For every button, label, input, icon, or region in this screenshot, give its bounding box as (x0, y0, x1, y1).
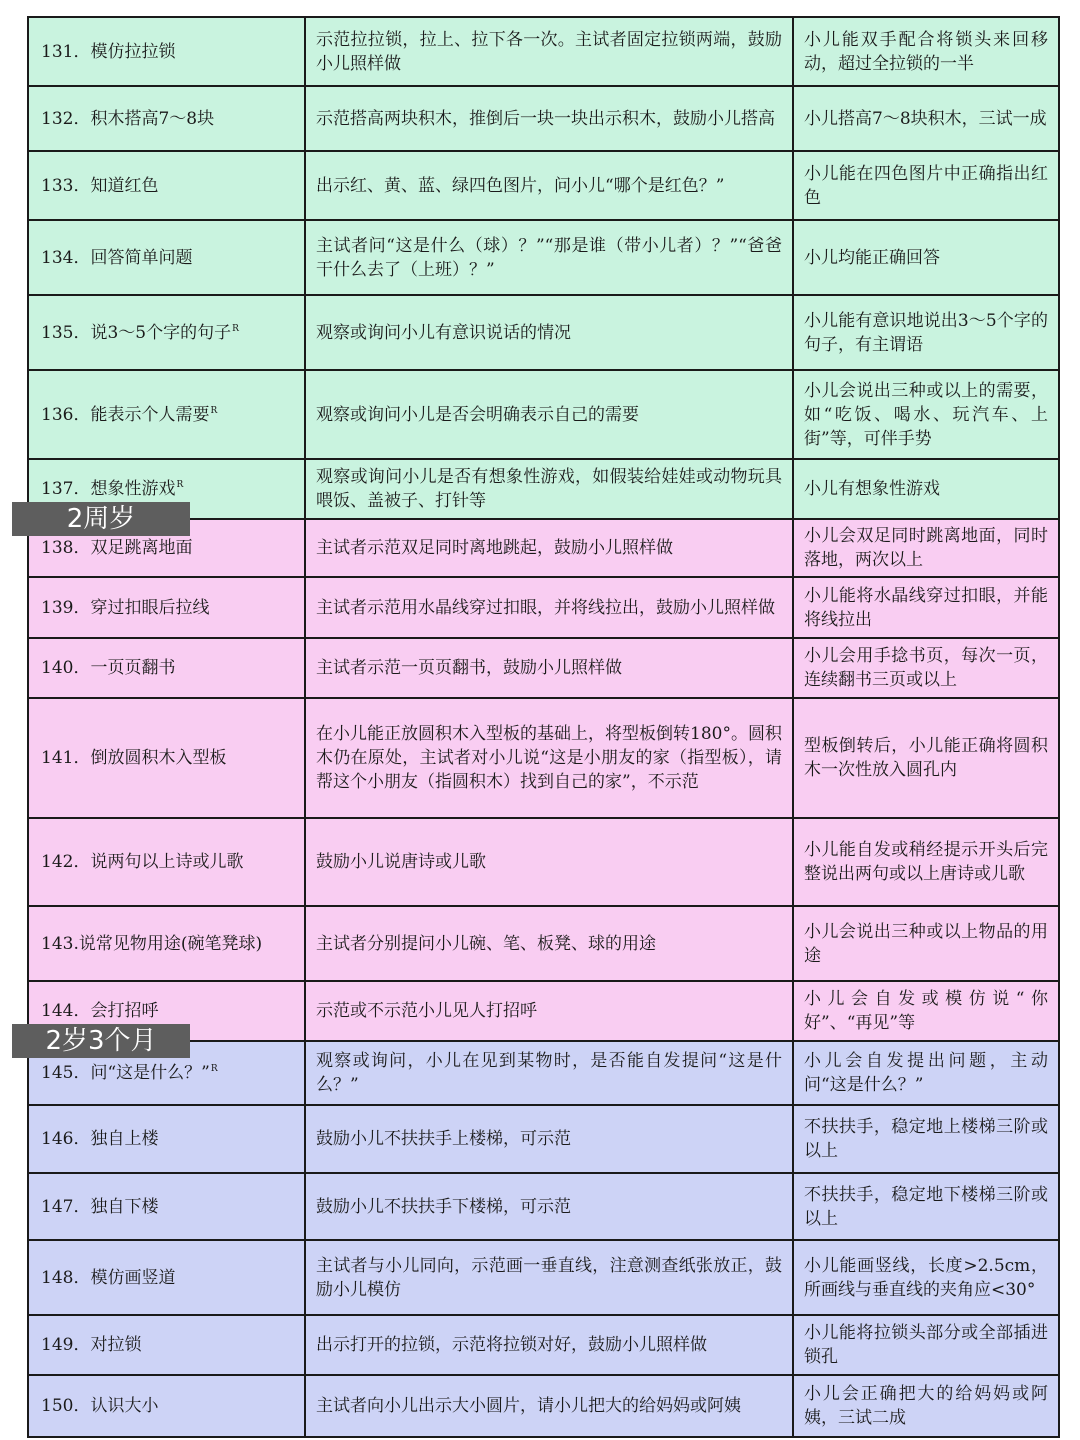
item-cell (28, 1315, 305, 1375)
method-cell: 在小儿能正放圆积木入型板的基础上，将型板倒转180°。圆积木仍在原处，主试者对小儿说“这是小朋友的家（指型板），请帮这个小朋友（指圆积木）找到自己的家”，不示范 (305, 698, 793, 818)
item-name: 141．倒放圆积木入型板 (41, 748, 227, 768)
table-row (28, 1375, 1059, 1437)
item-name: 138．双足跳离地面 (41, 538, 193, 558)
table-row (28, 86, 1059, 151)
criteria-cell: 小儿能有意识地说出3～5个字的句子，有主谓语 (793, 295, 1059, 370)
item-name: 136．能表示个人需要 (41, 404, 210, 425)
table-row (28, 577, 1059, 638)
item-cell (28, 577, 305, 638)
table-row (28, 638, 1059, 698)
table-row (28, 220, 1059, 295)
criteria-cell: 小儿会双足同时跳离地面，同时落地，两次以上 (793, 519, 1059, 577)
method-cell: 主试者问“这是什么（球）？”“那是谁（带小儿者）？”“爸爸干什么去了（上班）？” (305, 220, 793, 295)
item-superscript: R (210, 1064, 218, 1075)
method-cell: 观察或询问小儿是否会明确表示自己的需要 (305, 370, 793, 459)
criteria-cell: 小儿能画竖线，长度>2.5cm，所画线与垂直线的夹角应<30° (793, 1240, 1059, 1315)
criteria-cell: 小儿均能正确回答 (793, 220, 1059, 295)
table-row (28, 1173, 1059, 1240)
criteria-cell: 不扶扶手，稳定地下楼梯三阶或以上 (793, 1173, 1059, 1240)
criteria-cell: 小儿会说出三种或以上物品的用途 (793, 906, 1059, 981)
table-row (28, 370, 1059, 459)
item-name: 150．认识大小 (41, 1396, 159, 1416)
age-label-2-years-3-months: 2岁3个月 (12, 1024, 190, 1058)
item-name: 137．想象性游戏 (41, 479, 176, 499)
table-row (28, 906, 1059, 981)
item-name: 148．模仿画竖道 (41, 1267, 176, 1288)
item-name: 145．问“这是什么？” (41, 1063, 210, 1083)
method-cell: 观察或询问小儿有意识说话的情况 (305, 295, 793, 370)
item-superscript: R (176, 480, 184, 491)
item-name: 133．知道红色 (41, 175, 159, 196)
item-name: 143.说常见物用途(碗笔凳球) (41, 933, 263, 954)
item-cell (28, 638, 305, 698)
table-row (28, 17, 1059, 86)
method-cell: 观察或询问小儿是否有想象性游戏，如假装给娃娃或动物玩具喂饭、盖被子、打针等 (305, 459, 793, 519)
method-cell: 鼓励小儿不扶扶手上楼梯，可示范 (305, 1105, 793, 1173)
item-cell (28, 818, 305, 906)
assessment-table (27, 16, 1060, 1438)
item-cell (28, 1105, 305, 1173)
criteria-cell: 小儿会自发提出问题，主动问“这是什么？” (793, 1041, 1059, 1105)
item-cell (28, 220, 305, 295)
method-cell: 主试者分别提问小儿碗、笔、板凳、球的用途 (305, 906, 793, 981)
item-cell (28, 17, 305, 86)
criteria-cell: 小儿有想象性游戏 (793, 459, 1059, 519)
method-cell: 主试者向小儿出示大小圆片，请小儿把大的给妈妈或阿姨 (305, 1375, 793, 1437)
item-name: 149．对拉锁 (41, 1335, 142, 1355)
method-cell: 鼓励小儿不扶扶手下楼梯，可示范 (305, 1173, 793, 1240)
item-cell (28, 86, 305, 151)
table-row (28, 1105, 1059, 1173)
item-name: 147．独自下楼 (41, 1196, 159, 1217)
criteria-cell: 小儿搭高7～8块积木，三试一成 (793, 86, 1059, 151)
criteria-cell: 小儿能将拉锁头部分或全部插进锁孔 (793, 1315, 1059, 1375)
age-label-2-years: 2周岁 (12, 502, 190, 536)
criteria-cell: 小儿能在四色图片中正确指出红色 (793, 151, 1059, 220)
method-cell: 主试者与小儿同向，示范画一垂直线，注意测查纸张放正，鼓励小儿模仿 (305, 1240, 793, 1315)
item-cell (28, 698, 305, 818)
table-row (28, 698, 1059, 818)
method-cell: 示范拉拉锁，拉上、拉下各一次。主试者固定拉锁两端，鼓励小儿照样做 (305, 17, 793, 86)
table-row (28, 151, 1059, 220)
item-cell (28, 151, 305, 220)
item-name: 140．一页页翻书 (41, 658, 176, 678)
item-name: 146．独自上楼 (41, 1129, 159, 1149)
item-name: 139．穿过扣眼后拉线 (41, 597, 210, 618)
item-cell (28, 1375, 305, 1437)
item-superscript: R (232, 323, 239, 334)
criteria-cell: 小儿能双手配合将锁头来回移动，超过全拉锁的一半 (793, 17, 1059, 86)
table-row (28, 295, 1059, 370)
method-cell: 出示打开的拉锁，示范将拉锁对好，鼓励小儿照样做 (305, 1315, 793, 1375)
criteria-cell: 型板倒转后，小儿能正确将圆积木一次性放入圆孔内 (793, 698, 1059, 818)
item-cell (28, 295, 305, 370)
criteria-cell: 小儿能自发或稍经提示开头后完整说出两句或以上唐诗或儿歌 (793, 818, 1059, 906)
item-name: 135．说3～5个字的句子 (41, 322, 232, 343)
method-cell: 鼓励小儿说唐诗或儿歌 (305, 818, 793, 906)
item-superscript: R (210, 405, 218, 416)
table-row (28, 818, 1059, 906)
criteria-cell: 小儿会用手捻书页，每次一页，连续翻书三页或以上 (793, 638, 1059, 698)
item-cell (28, 1173, 305, 1240)
item-cell (28, 906, 305, 981)
criteria-cell: 小儿会说出三种或以上的需要，如“吃饭、喝水、玩汽车、上街”等，可伴手势 (793, 370, 1059, 459)
criteria-cell: 小儿会自发或模仿说“你好”、“再见”等 (793, 981, 1059, 1041)
item-name: 142．说两句以上诗或儿歌 (41, 852, 244, 872)
criteria-cell: 小儿能将水晶线穿过扣眼，并能将线拉出 (793, 577, 1059, 638)
criteria-cell: 小儿会正确把大的给妈妈或阿姨，三试二成 (793, 1375, 1059, 1437)
method-cell: 观察或询问，小儿在见到某物时，是否能自发提问“这是什么？” (305, 1041, 793, 1105)
method-cell: 主试者示范用水晶线穿过扣眼，并将线拉出，鼓励小儿照样做 (305, 577, 793, 638)
method-cell: 出示红、黄、蓝、绿四色图片，问小儿“哪个是红色？” (305, 151, 793, 220)
item-cell (28, 370, 305, 459)
method-cell: 主试者示范双足同时离地跳起，鼓励小儿照样做 (305, 519, 793, 577)
table-row (28, 1315, 1059, 1375)
item-name: 132．积木搭高7～8块 (41, 108, 215, 129)
item-name: 134．回答简单问题 (41, 247, 193, 268)
item-name: 131．模仿拉拉锁 (41, 41, 176, 62)
item-name: 144．会打招呼 (41, 1001, 159, 1021)
criteria-cell: 不扶扶手，稳定地上楼梯三阶或以上 (793, 1105, 1059, 1173)
item-cell (28, 1240, 305, 1315)
method-cell: 主试者示范一页页翻书，鼓励小儿照样做 (305, 638, 793, 698)
method-cell: 示范或不示范小儿见人打招呼 (305, 981, 793, 1041)
method-cell: 示范搭高两块积木，推倒后一块一块出示积木，鼓励小儿搭高 (305, 86, 793, 151)
table-row (28, 1240, 1059, 1315)
